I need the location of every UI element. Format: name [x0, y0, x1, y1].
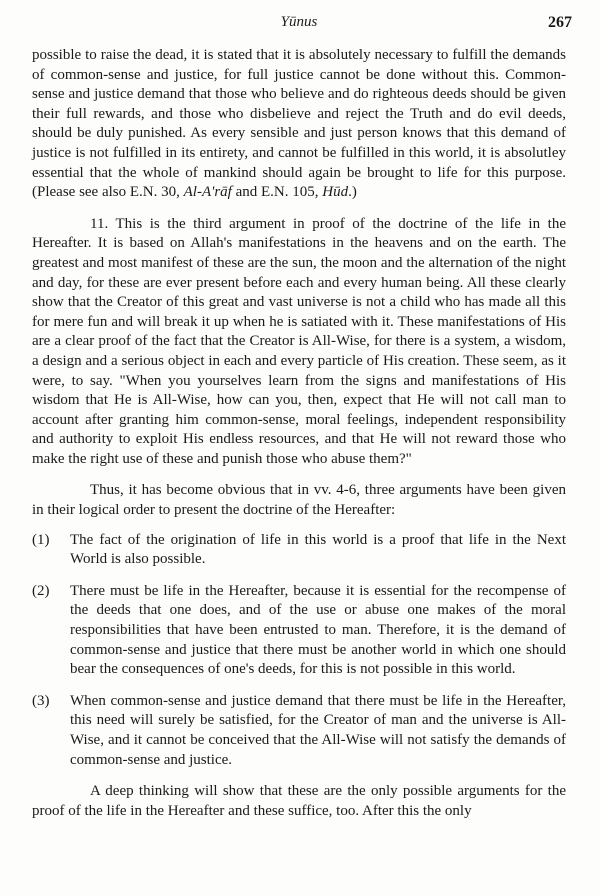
page-header	[32, 10, 572, 46]
arguments-list	[32, 531, 566, 771]
list-item-text: When common-sense and justice demand that there must be life in the Hereafter, this need will surely be satisfied, for the Creator of man and the universe is All-Wise, and it cannot be conceived that the All-Wise will not satisfy the demands of common-sense and justice.	[70, 692, 566, 768]
list-marker: (3)	[32, 692, 50, 709]
list-item	[32, 692, 566, 770]
page-number: 267	[548, 14, 572, 31]
list-marker: (1)	[32, 531, 50, 548]
paragraph-text: .)	[348, 184, 357, 201]
running-title: Yūnus	[280, 14, 318, 30]
list-item	[32, 582, 566, 680]
list-item	[32, 531, 566, 570]
paragraph-text: and E.N. 105,	[231, 184, 323, 201]
summary-paragraph: Thus, it has become obvious that in vv. 4-6, three arguments have been given in their logical order to present the doctrine of the Hereafter:	[32, 482, 566, 519]
paragraph-continuation	[32, 46, 566, 203]
list-marker: (2)	[32, 582, 50, 599]
note-11-paragraph: 11. This is the third argument in proof of the doctrine of the life in the Hereafter. It is based on Allah's manifestations in the heavens and on the earth. The greatest and most manifest of these are the sun, the moon and the alternation of the night and day, for these are ever present before each and every human being. All these clearly show that the Creator of this great and vast universe is not a child who has made all this for mere fun and will break it up when he is satiated with it. These manifestations of His are a clear proof of the fact that the Creator is All-Wise, for there is a system, a wisdom, a design and a serious object in each and every particle of His creation. These seem, as it were, to say. "When you yourselves learn from the signs and manifestations of His wisdom that He is All-Wise, how can you, then, expect that He will not call man to account after granting him common-sense, moral feelings, independent responsibility and authority to exploit His endless resources, and that He will not reward those who make the right use of these and punish those who abuse them?"	[32, 215, 566, 467]
closing-paragraph: A deep thinking will show that these are the only possible arguments for the proof of the life in the Hereafter and these suffice, too. After this the only	[32, 783, 566, 819]
surah-reference: Hūd	[322, 184, 349, 201]
list-item-text: The fact of the origination of life in this world is a proof that life in the Next World is also possible.	[70, 531, 566, 568]
paragraph-text: possible to raise the dead, it is stated that it is absolutely necessary to fulfill the demands of common-sense and justice, for full justice cannot be done without this. Common-sense and justice demand that those who believe and do righteous deeds should be given their full rewards, and those who disbelieve and reject the Truth and do evil deeds, should be duly punished. As every sensible and just person knows that this demand of justice is not fulfilled in its entirety, and cannot be fulfilled in this world, it is absolutley essential that the whole of mankind should again be brought to life for this purpose. (Please see also E.N. 30,	[32, 47, 566, 201]
list-item-text: There must be life in the Hereafter, because it is essential for the recompense of the deeds that one does, and of the use or abuse one makes of the moral responsibilities that have been entrusted to man. Therefore, it is the demand of common-sense and justice that there must be another world in which one should bear the consequences of one's deeds, for this is not possible in this world.	[70, 582, 566, 678]
surah-reference: Al-A'rāf	[183, 184, 232, 201]
